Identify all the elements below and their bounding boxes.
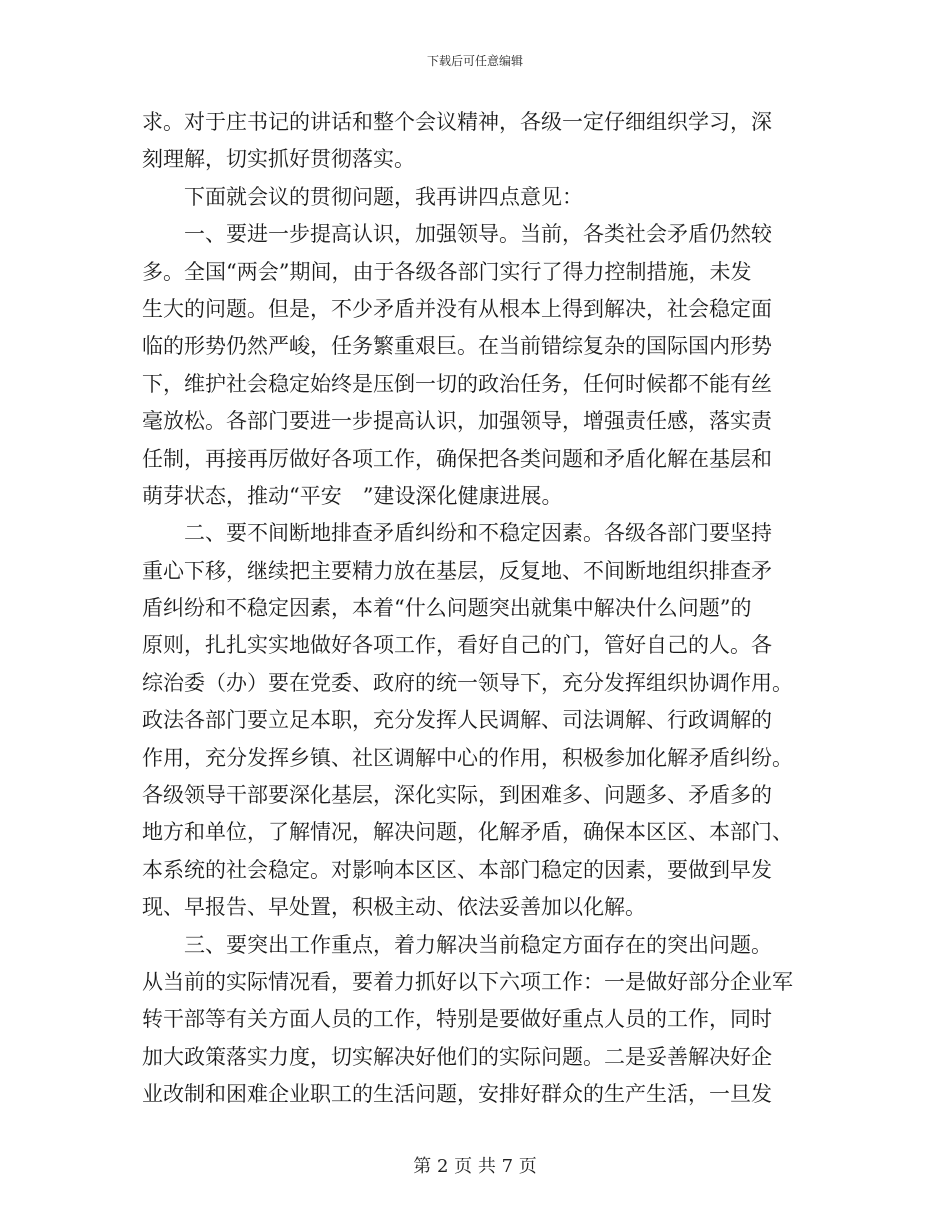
text-line: 一、要进一步提高认识，加强领导。当前，各类社会矛盾仍然较 xyxy=(142,222,772,247)
text-line: 下，维护社会稳定始终是压倒一切的政治任务，任何时候都不能有丝 xyxy=(142,371,772,396)
text-line: 各级领导干部要深化基层，深化实际，到困难多、问题多、矛盾多的 xyxy=(142,783,772,808)
text-line: 下面就会议的贯彻问题，我再讲四点意见： xyxy=(142,184,583,209)
text-line: 现、早报告、早处置，积极主动、依法妥善加以化解。 xyxy=(142,895,646,920)
text-line: 临的形势仍然严峻，任务繁重艰巨。在当前错综复杂的国际国内形势 xyxy=(142,334,772,359)
text-line: 加大政策落实力度，切实解决好他们的实际问题。二是妥善解决好企 xyxy=(142,1044,772,1069)
text-line: 三、要突出工作重点，着力解决当前稳定方面存在的突出问题。 xyxy=(142,932,772,957)
text-line: 重心下移，继续把主要精力放在基层，反复地、不间断地组织排查矛 xyxy=(142,558,772,583)
text-line: 二、要不间断地排查矛盾纠纷和不稳定因素。各级各部门要坚持 xyxy=(142,521,772,546)
text-line: 求。对于庄书记的讲话和整个会议精神，各级一定仔细组织学习，深 xyxy=(142,110,772,134)
body-text xyxy=(142,104,802,1114)
text-line: 萌芽状态，推动“平安 ”建设深化健康进展。 xyxy=(142,483,563,508)
text-line: 政法各部门要立足本职，充分发挥人民调解、司法调解、行政调解的 xyxy=(142,708,772,733)
text-line: 毫放松。各部门要进一步提高认识，加强领导，增强责任感，落实责 xyxy=(142,409,772,434)
text-line: 综治委（办）要在党委、政府的统一领导下，充分发挥组织协调作用。 xyxy=(142,670,793,695)
page-footer: 第 2 页 共 7 页 xyxy=(413,1156,537,1177)
text-line: 从当前的实际情况看，要着力抓好以下六项工作：一是做好部分企业军 xyxy=(142,969,793,994)
text-line: 转干部等有关方面人员的工作，特别是要做好重点人员的工作，同时 xyxy=(142,1007,772,1032)
text-line: 任制，再接再厉做好各项工作，确保把各类问题和矛盾化解在基层和 xyxy=(142,446,772,471)
text-line: 原则，扎扎实实地做好各项工作，看好自己的门，管好自己的人。各 xyxy=(142,633,772,658)
page-header: 下载后可任意编辑 xyxy=(426,54,523,68)
text-line: 地方和单位，了解情况，解决问题，化解矛盾，确保本区区、本部门、 xyxy=(142,820,793,845)
text-line: 作用，充分发挥乡镇、社区调解中心的作用，积极参加化解矛盾纠纷。 xyxy=(142,745,793,770)
text-line: 业改制和困难企业职工的生活问题，安排好群众的生产生活，一旦发 xyxy=(142,1082,772,1107)
text-line: 刻理解，切实抓好贯彻落实。 xyxy=(142,147,415,172)
text-line: 生大的问题。但是，不少矛盾并没有从根本上得到解决，社会稳定面 xyxy=(142,296,772,321)
text-line: 多。全国“两会”期间，由于各级各部门实行了得力控制措施，未发 xyxy=(142,259,752,284)
text-line: 本系统的社会稳定。对影响本区区、本部门稳定的因素，要做到早发 xyxy=(142,857,772,882)
text-line: 盾纠纷和不稳定因素，本着“什么问题突出就集中解决什么问题”的 xyxy=(142,596,752,621)
